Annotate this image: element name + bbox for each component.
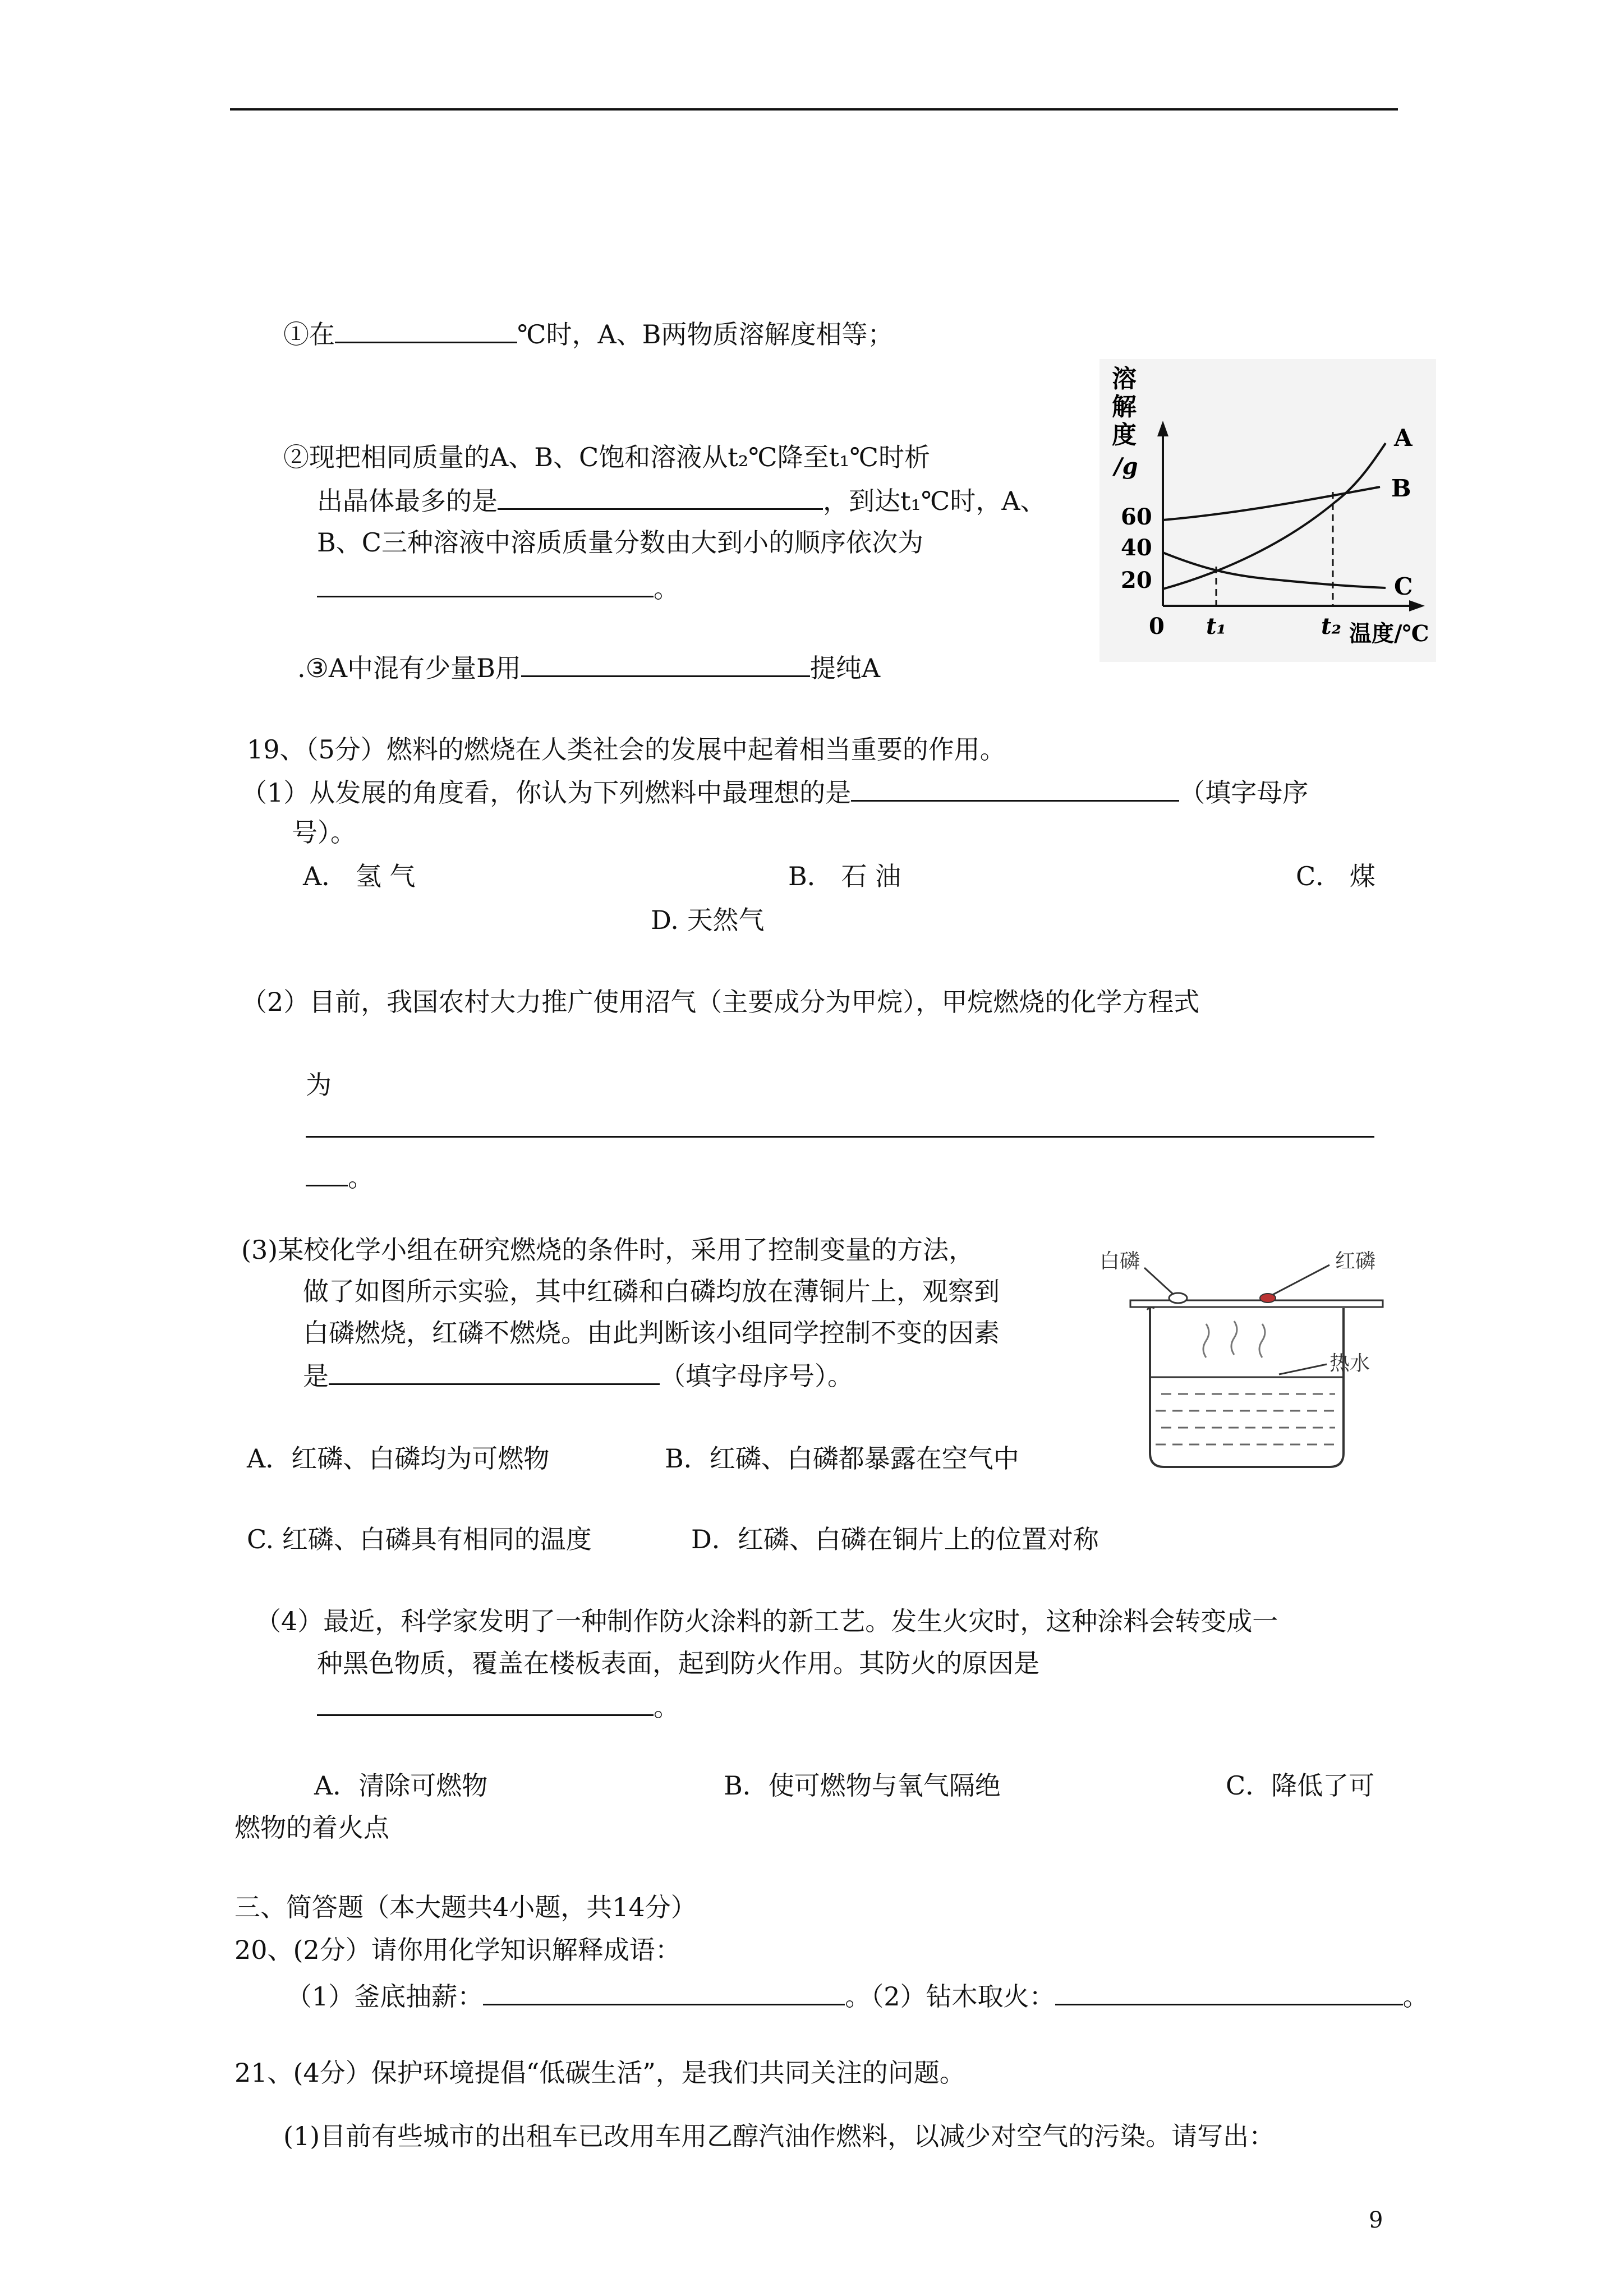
answer-blank[interactable] (329, 1359, 660, 1385)
q19-p4-line1: （4）最近，科学家发明了一种制作防火涂料的新工艺。发生火灾时，这种涂料会转变成一 (255, 1606, 1278, 1636)
q18-line6: .③A中混有少量B用 提纯A (297, 651, 880, 685)
option-D: D. 天然气 (651, 905, 765, 935)
curve-label-C: C (1394, 573, 1413, 600)
curve-label-A: A (1394, 424, 1413, 452)
ylabel-char: 解 (1112, 393, 1137, 421)
answer-blank[interactable] (317, 1690, 654, 1716)
q19-p3-optB: B．红磷、白磷都暴露在空气中 (665, 1443, 1019, 1474)
q18-line4: B、C三种溶液中溶质质量分数由大到小的顺序依次为 (317, 527, 923, 558)
ylabel-char: /g (1114, 453, 1138, 480)
x-axis-label: 温度/℃ (1349, 620, 1429, 647)
q18-line3: 出晶体最多的是 ，到达t₁℃时，A、 (317, 484, 1046, 518)
q19-p4-line2: 种黑色物质，覆盖在楼板表面，起到防火作用。其防火的原因是 (317, 1648, 1039, 1678)
q20-title: 20、(2分）请你用化学知识解释成语： (234, 1935, 681, 1965)
ytick-label: 0 (1149, 613, 1165, 639)
q19-p4-optC: C．降低了可 (1226, 1770, 1375, 1801)
steam (1203, 1324, 1209, 1358)
q18-line1: ①在 ℃时，A、B两物质溶解度相等； (283, 317, 893, 351)
q19-p3-line4: 是 （填字母序号）。 (303, 1359, 853, 1393)
option-A: A． 氢 气 (303, 861, 416, 891)
answer-line[interactable] (306, 1136, 1374, 1138)
header-rule (230, 108, 1398, 111)
ylabel-char: 度 (1112, 421, 1137, 449)
ytick-label: 60 (1121, 504, 1152, 530)
q18-line2: ②现把相同质量的A、B、C饱和溶液从t₂℃降至t₁℃时析 (283, 442, 930, 472)
steam (1231, 1321, 1237, 1355)
ylabel-char: 溶 (1112, 365, 1137, 393)
xtick-label-t1: t₁ (1206, 613, 1226, 639)
option-B: B． 石 油 (788, 861, 901, 891)
q21-p1: (1)目前有些城市的出租车已改用车用乙醇汽油作燃料，以减少对空气的污染。请写出： (283, 2121, 1275, 2151)
answer-blank[interactable] (851, 775, 1179, 802)
q19-p3-optC: C. 红磷、白磷具有相同的温度 (247, 1524, 592, 1554)
q19-p4-line3: 。 (317, 1690, 679, 1724)
q19-p4-optC-cont: 燃物的着火点 (234, 1812, 389, 1843)
ytick-label: 20 (1121, 567, 1152, 593)
label-hot-water: 热水 (1329, 1352, 1370, 1375)
leader-line (1279, 1364, 1327, 1374)
q19-title: 19、（5分）燃料的燃烧在人类社会的发展中起着相当重要的作用。 (247, 734, 1006, 765)
label-white-phosphorus: 白磷 (1099, 1250, 1140, 1273)
answer-blank[interactable] (317, 571, 654, 597)
curve-label-B: B (1391, 475, 1411, 502)
q19-p3-optA: A．红磷、白磷均为可燃物 (247, 1443, 550, 1474)
q19-p2c: 。 (306, 1160, 374, 1194)
red-phosphorus (1260, 1294, 1276, 1303)
q19-p2b: 为 (306, 1070, 332, 1100)
q19-p3-line1: (3)某校化学小组在研究燃烧的条件时，采用了控制变量的方法， (241, 1235, 975, 1265)
q19-p1b: 号）。 (292, 817, 356, 848)
option-C: C． 煤 (1296, 861, 1375, 891)
answer-blank[interactable] (306, 1160, 348, 1186)
q19-p4-optB: B．使可燃物与氧气隔绝 (724, 1770, 1001, 1801)
section-heading: 三、简答题（本大题共4小题，共14分） (234, 1892, 697, 1922)
q20-line: （1）釜底抽薪： 。（2）钻木取火： 。 (286, 1979, 1429, 2013)
q19-p2: （2）目前，我国农村大力推广使用沼气（主要成分为甲烷），甲烷燃烧的化学方程式 (241, 987, 1200, 1017)
q19-p1: （1）从发展的角度看，你认为下列燃料中最理想的是 （填字母序 (241, 775, 1308, 809)
q19-p3-line2: 做了如图所示实验，其中红磷和白磷均放在薄铜片上，观察到 (303, 1276, 1000, 1306)
answer-blank[interactable] (1055, 1979, 1403, 2005)
q19-p3-line3: 白磷燃烧，红磷不燃烧。由此判断该小组同学控制不变的因素 (303, 1318, 1000, 1348)
white-phosphorus (1169, 1293, 1187, 1303)
answer-blank[interactable] (521, 651, 810, 677)
answer-blank[interactable] (335, 317, 517, 343)
answer-blank[interactable] (498, 484, 823, 510)
steam (1259, 1324, 1265, 1358)
page-number: 9 (1369, 2207, 1383, 2233)
copper-sheet (1130, 1300, 1383, 1307)
ytick-label: 40 (1121, 535, 1152, 561)
xtick-label-t2: t₂ (1321, 613, 1341, 639)
q18-line5: 。 (317, 571, 679, 605)
answer-blank[interactable] (483, 1979, 845, 2005)
q19-p3-optD: D．红磷、白磷在铜片上的位置对称 (691, 1524, 1099, 1554)
solubility-graph (1099, 359, 1436, 662)
beaker (1150, 1308, 1344, 1467)
beaker-figure (1094, 1240, 1453, 1475)
q19-p4-optA: A．清除可燃物 (314, 1770, 488, 1801)
label-red-phosphorus: 红磷 (1335, 1250, 1376, 1273)
q21-title: 21、(4分）保护环境提倡“低碳生活”，是我们共同关注的问题。 (234, 2058, 965, 2088)
leader-line (1271, 1265, 1329, 1296)
